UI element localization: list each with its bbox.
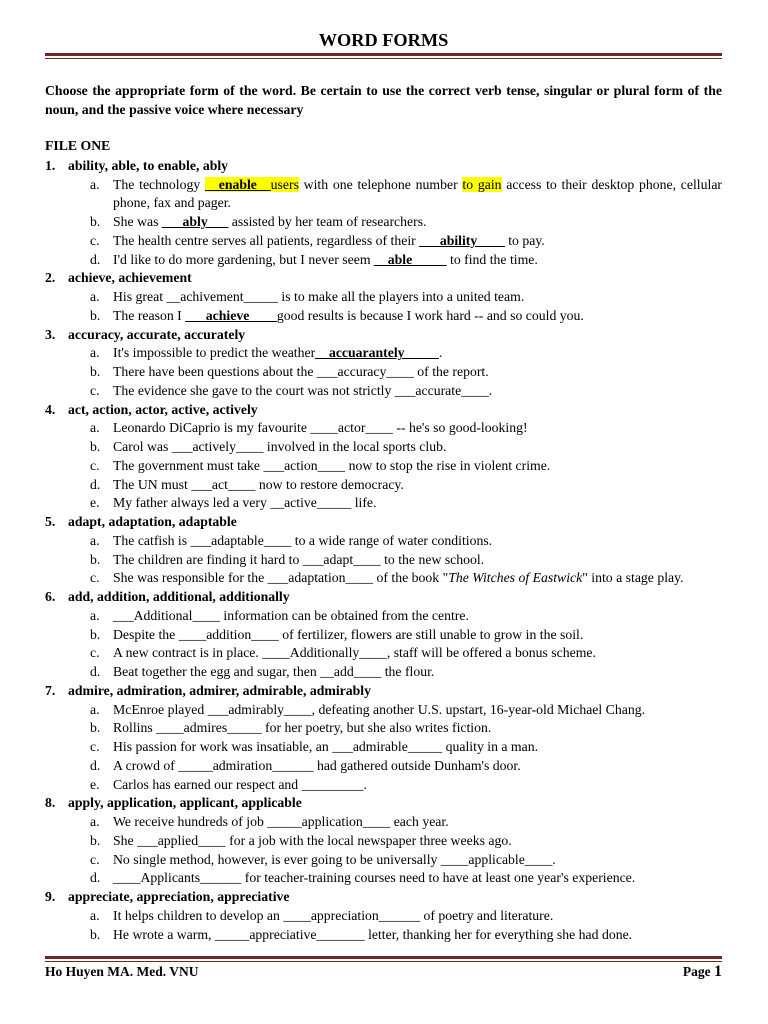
page-title: WORD FORMS: [318, 30, 449, 50]
exercise-item: [45, 738, 722, 757]
item-letter: b.: [90, 720, 101, 736]
highlighted-text: to gain: [462, 176, 502, 192]
item-sentence: [113, 551, 722, 570]
exercise-item: [45, 438, 722, 457]
question-number: 5.: [45, 514, 56, 529]
item-sentence: [113, 663, 722, 682]
sentence-text: access to their desktop phone, cellular phone, fax and pager.: [113, 176, 723, 211]
item-letter: b.: [90, 551, 101, 567]
sentence-text: involved in the local sports club.: [263, 439, 447, 454]
word-family: act, action, actor, active, actively: [68, 401, 258, 417]
word-family: appreciate, appreciation, appreciative: [68, 889, 290, 904]
sentence-text: to pay.: [504, 232, 545, 248]
question-heading: [45, 794, 722, 813]
word-family: add, addition, additional, additionally: [68, 589, 290, 604]
sentence-text: I'd like to do more gardening, but I never seem: [113, 251, 374, 267]
sentence-text: Carlos has earned our respect and: [113, 776, 302, 792]
sentence-text: now to stop the rise in violent crime.: [345, 457, 551, 473]
footer-divider: [45, 956, 722, 962]
question-1: [45, 157, 722, 270]
exercise-item: [45, 307, 722, 326]
exercise-item: [45, 569, 722, 588]
sentence-text: .: [552, 851, 556, 867]
item-letter: c.: [90, 232, 100, 248]
answer-blank: ___Additional____: [113, 607, 220, 623]
question-number: 2.: [45, 270, 56, 286]
sentence-text: Leonardo DiCaprio is my favourite: [113, 420, 311, 436]
answer-blank: ____admires_____: [156, 720, 262, 736]
answer-blank: ___admirably____: [207, 701, 312, 717]
item-letter: d.: [90, 870, 101, 886]
sentence-text: Carol was: [113, 439, 172, 454]
item-sentence: [113, 569, 722, 588]
sentence-text: She was responsible for the: [113, 570, 268, 586]
page-number: 1: [714, 963, 722, 980]
question-heading: [45, 269, 722, 288]
question-2: [45, 269, 722, 325]
item-sentence: [113, 438, 722, 457]
exercise-item: [45, 419, 722, 438]
sentence-text: No single method, however, is ever going to be universally: [113, 851, 441, 867]
item-sentence: [113, 213, 722, 232]
sentence-text: His great: [113, 289, 167, 304]
answer-blank: __add____: [320, 664, 382, 679]
answer-blank: ___adapt____: [302, 551, 381, 567]
sentence-text: The government must take: [113, 457, 264, 473]
question-heading: [45, 401, 722, 420]
sentence-text: McEnroe played: [113, 701, 208, 717]
item-letter: a.: [90, 607, 100, 623]
item-sentence: [113, 382, 722, 401]
document-body: [45, 82, 722, 944]
header-divider: [45, 53, 722, 59]
answer-blank: ____actor____: [310, 420, 393, 436]
sentence-text: She: [113, 832, 138, 848]
answer-blank: _____appreciative_______: [214, 926, 365, 942]
item-sentence: [113, 738, 722, 757]
sentence-text: Despite the: [113, 626, 179, 642]
word-family: admire, admiration, admirer, admirable, admirably: [68, 682, 372, 698]
question-9: [45, 888, 722, 944]
question-heading: [45, 157, 722, 176]
answer-blank: _____application____: [267, 814, 391, 829]
exercise-item: [45, 232, 722, 251]
sentence-text: My father always led a very: [113, 495, 271, 511]
highlighted-text: users: [270, 176, 299, 192]
sentence-text: of the report.: [413, 364, 489, 379]
item-letter: d.: [90, 664, 101, 679]
item-letter: a.: [90, 289, 100, 304]
sentence-text: The catfish is: [113, 532, 191, 548]
sentence-text: Beat together the egg and sugar, then: [113, 664, 321, 679]
item-sentence: [113, 419, 722, 438]
exercise-item: [45, 663, 722, 682]
sentence-text: The UN must: [113, 476, 192, 492]
sentence-text: The health centre serves all patients, regardless of their: [113, 232, 420, 248]
word-family: adapt, adaptation, adaptable: [68, 514, 237, 529]
item-sentence: [113, 757, 722, 776]
sentence-text: letter, thanking her for everything she had done.: [364, 926, 633, 942]
exercise-item: [45, 363, 722, 382]
item-sentence: [113, 776, 722, 795]
question-heading: [45, 682, 722, 701]
item-letter: a.: [90, 532, 100, 548]
item-letter: e.: [90, 776, 100, 792]
item-letter: b.: [90, 214, 101, 229]
exercise-item: [45, 626, 722, 645]
sentence-text: There have been questions about the: [113, 364, 317, 379]
answer-blank: ___act____: [191, 476, 256, 492]
exercise-item: [45, 382, 722, 401]
footer: [45, 963, 722, 981]
item-letter: b.: [90, 626, 101, 642]
answer-blank: __accuarantely_____: [315, 345, 439, 361]
item-sentence: [113, 869, 722, 888]
word-family: achieve, achievement: [68, 270, 192, 286]
item-sentence: [113, 644, 722, 663]
sentence-text: , staff will be offered a bonus scheme.: [386, 645, 596, 661]
sentence-text: .: [438, 345, 443, 361]
exercise-item: [45, 644, 722, 663]
exercise-item: [45, 251, 722, 270]
item-letter: b.: [90, 439, 101, 454]
sentence-text: -- he's so good-looking!: [392, 420, 528, 436]
exercise-item: [45, 719, 722, 738]
item-sentence: [113, 251, 722, 270]
exercise-item: [45, 757, 722, 776]
exercise-item: [45, 869, 722, 888]
book-title: The Witches of Eastwick: [448, 570, 583, 586]
word-family: accuracy, accurate, accurately: [68, 326, 246, 342]
item-letter: a.: [90, 345, 100, 361]
item-letter: a.: [90, 814, 100, 829]
sentence-text: assisted by her team of researchers.: [228, 214, 427, 229]
item-sentence: [113, 719, 722, 738]
word-family: ability, able, to enable, ably: [68, 157, 229, 173]
question-5: [45, 513, 722, 588]
exercise-item: [45, 532, 722, 551]
question-number: 9.: [45, 889, 56, 904]
sentence-text: had gathered outside Dunham's door.: [313, 757, 521, 773]
item-letter: c.: [90, 382, 100, 398]
question-4: [45, 401, 722, 514]
answer-blank: ___applied____: [137, 832, 226, 848]
item-sentence: [113, 344, 722, 363]
sentence-text: for a job with the local newspaper three weeks ago.: [225, 832, 512, 848]
item-letter: a.: [90, 907, 100, 923]
exercise-item: [45, 457, 722, 476]
question-3: [45, 326, 722, 401]
sentence-text: The children are finding it hard to: [113, 551, 303, 567]
item-letter: d.: [90, 251, 101, 267]
item-letter: c.: [90, 570, 100, 586]
sentence-text: each year.: [390, 814, 449, 829]
word-family: apply, application, applicant, applicable: [68, 795, 302, 811]
exercise-item: [45, 701, 722, 720]
sentence-text: A new contract is in place.: [113, 645, 263, 661]
answer-blank: ___ably___: [161, 214, 229, 229]
exercise-item: [45, 494, 722, 513]
answer-blank: ___adaptation____: [267, 570, 374, 586]
question-number: 7.: [45, 682, 56, 698]
exercise-item: [45, 288, 722, 307]
answer-blank: ____applicable____: [440, 851, 553, 867]
item-sentence: [113, 457, 722, 476]
exercise-item: [45, 813, 722, 832]
sentence-text: to find the time.: [446, 251, 538, 267]
sentence-text: for teacher-training courses need to have at least one year's experience.: [241, 870, 636, 886]
sentence-text: A crowd of: [113, 757, 179, 773]
item-letter: a.: [90, 176, 100, 192]
answer-blank: ____appreciation______: [283, 907, 421, 923]
sentence-text: now to restore democracy.: [255, 476, 404, 492]
item-sentence: [113, 701, 722, 720]
question-8: [45, 794, 722, 888]
answer-blank: __able_____: [373, 251, 447, 267]
answer-blank: ___ability____: [419, 232, 505, 248]
section-title: FILE ONE: [45, 137, 111, 153]
sentence-text: for her poetry, but she also writes fiction.: [261, 720, 492, 736]
item-sentence: [113, 926, 722, 945]
sentence-text: , defeating another U.S. upstart, 16-year-old Michael Chang.: [311, 701, 646, 717]
item-sentence: [113, 307, 722, 326]
exercise-item: [45, 776, 722, 795]
item-letter: d.: [90, 757, 101, 773]
sentence-text: It's impossible to predict the weather: [113, 345, 316, 361]
answer-blank: ___admirable_____: [332, 739, 443, 754]
item-sentence: [113, 907, 722, 926]
exercise-item: [45, 607, 722, 626]
question-heading: [45, 888, 722, 907]
answer-blank: _____admiration______: [178, 757, 314, 773]
answer-blank: __achivement_____: [166, 289, 278, 304]
item-letter: d.: [90, 476, 101, 492]
item-letter: b.: [90, 832, 101, 848]
sentence-text: of the book ": [373, 570, 449, 586]
item-letter: b.: [90, 926, 101, 942]
question-number: 1.: [45, 157, 56, 173]
exercise-item: [45, 851, 722, 870]
question-number: 4.: [45, 401, 56, 417]
sentence-text: of fertilizer, flowers are still unable to grow in the soil.: [278, 626, 584, 642]
item-sentence: [113, 176, 722, 214]
answer-blank: ____addition____: [178, 626, 279, 642]
answer-blank: ____Additionally____: [262, 645, 387, 661]
exercise-item: [45, 926, 722, 945]
item-letter: c.: [90, 645, 100, 661]
sentence-text: .: [488, 382, 493, 398]
sentence-text: the flour.: [381, 664, 435, 679]
page-indicator: [683, 963, 722, 981]
exercise-item: [45, 213, 722, 232]
sentence-text: We receive hundreds of job: [113, 814, 268, 829]
sentence-text: to the new school.: [380, 551, 485, 567]
exercise-item: [45, 551, 722, 570]
answer-blank: ___action____: [263, 457, 346, 473]
item-sentence: [113, 494, 722, 513]
item-letter: b.: [90, 307, 101, 323]
item-sentence: [113, 532, 722, 551]
answer-blank: ___accuracy____: [316, 364, 414, 379]
exercise-item: [45, 476, 722, 495]
sentence-text: Rollins: [113, 720, 157, 736]
answer-blank: ___actively____: [171, 439, 264, 454]
answer-blank: ___achieve____: [185, 307, 277, 323]
item-letter: a.: [90, 420, 100, 436]
sentence-text: She was: [113, 214, 162, 229]
sentence-text: information can be obtained from the centre.: [219, 607, 469, 623]
question-heading: [45, 588, 722, 607]
item-letter: c.: [90, 851, 100, 867]
sentence-text: to a wide range of water conditions.: [291, 532, 493, 548]
question-number: 6.: [45, 589, 56, 604]
sentence-text: good results is because I work hard -- and so could you.: [276, 307, 584, 323]
item-letter: c.: [90, 739, 100, 754]
footer-author: Ho Huyen MA. Med. VNU: [45, 964, 199, 979]
item-letter: c.: [90, 457, 100, 473]
sentence-text: life.: [351, 495, 377, 511]
exercise-item: [45, 832, 722, 851]
question-list: [45, 157, 722, 945]
sentence-text: It helps children to develop an: [113, 907, 284, 923]
sentence-text: of poetry and literature.: [420, 907, 554, 923]
answer-blank: ___adaptable____: [190, 532, 292, 548]
question-6: [45, 588, 722, 682]
page-label: Page: [682, 964, 711, 979]
sentence-text: The reason I: [113, 307, 186, 323]
sentence-text: quality in a man.: [442, 739, 539, 754]
sentence-text: " into a stage play.: [582, 570, 684, 586]
item-sentence: [113, 288, 722, 307]
sentence-text: with one telephone number: [298, 176, 463, 192]
answer-blank: __active_____: [270, 495, 352, 511]
question-number: 3.: [45, 326, 56, 342]
answer-blank: ____Applicants______: [113, 870, 242, 886]
question-heading: [45, 513, 722, 532]
exercise-item: [45, 344, 722, 363]
answer-blank: ___accurate____: [394, 382, 489, 398]
item-letter: a.: [90, 701, 100, 717]
item-sentence: [113, 832, 722, 851]
item-sentence: [113, 851, 722, 870]
item-sentence: [113, 813, 722, 832]
item-sentence: [113, 626, 722, 645]
sentence-text: He wrote a warm,: [113, 926, 215, 942]
question-7: [45, 682, 722, 795]
sentence-text: .: [363, 776, 367, 792]
item-sentence: [113, 476, 722, 495]
sentence-text: The technology: [113, 176, 205, 192]
sentence-text: The evidence she gave to the court was not strictly: [113, 382, 395, 398]
item-sentence: [113, 363, 722, 382]
item-letter: b.: [90, 364, 101, 379]
question-number: 8.: [45, 795, 56, 811]
exercise-item: [45, 176, 722, 214]
sentence-text: is to make all the players into a united team.: [277, 289, 525, 304]
exercise-item: [45, 907, 722, 926]
question-heading: [45, 326, 722, 345]
sentence-text: His passion for work was insatiable, an: [113, 739, 333, 754]
item-letter: e.: [90, 495, 100, 511]
answer-blank: __enable__: [204, 176, 271, 192]
item-sentence: [113, 232, 722, 251]
item-sentence: [113, 607, 722, 626]
instructions: Choose the appropriate form of the word. Be certain to use the correct verb tense, singular or plural form of the noun, and the passive voice where necessary: [45, 83, 722, 117]
answer-blank: _________: [301, 776, 364, 792]
